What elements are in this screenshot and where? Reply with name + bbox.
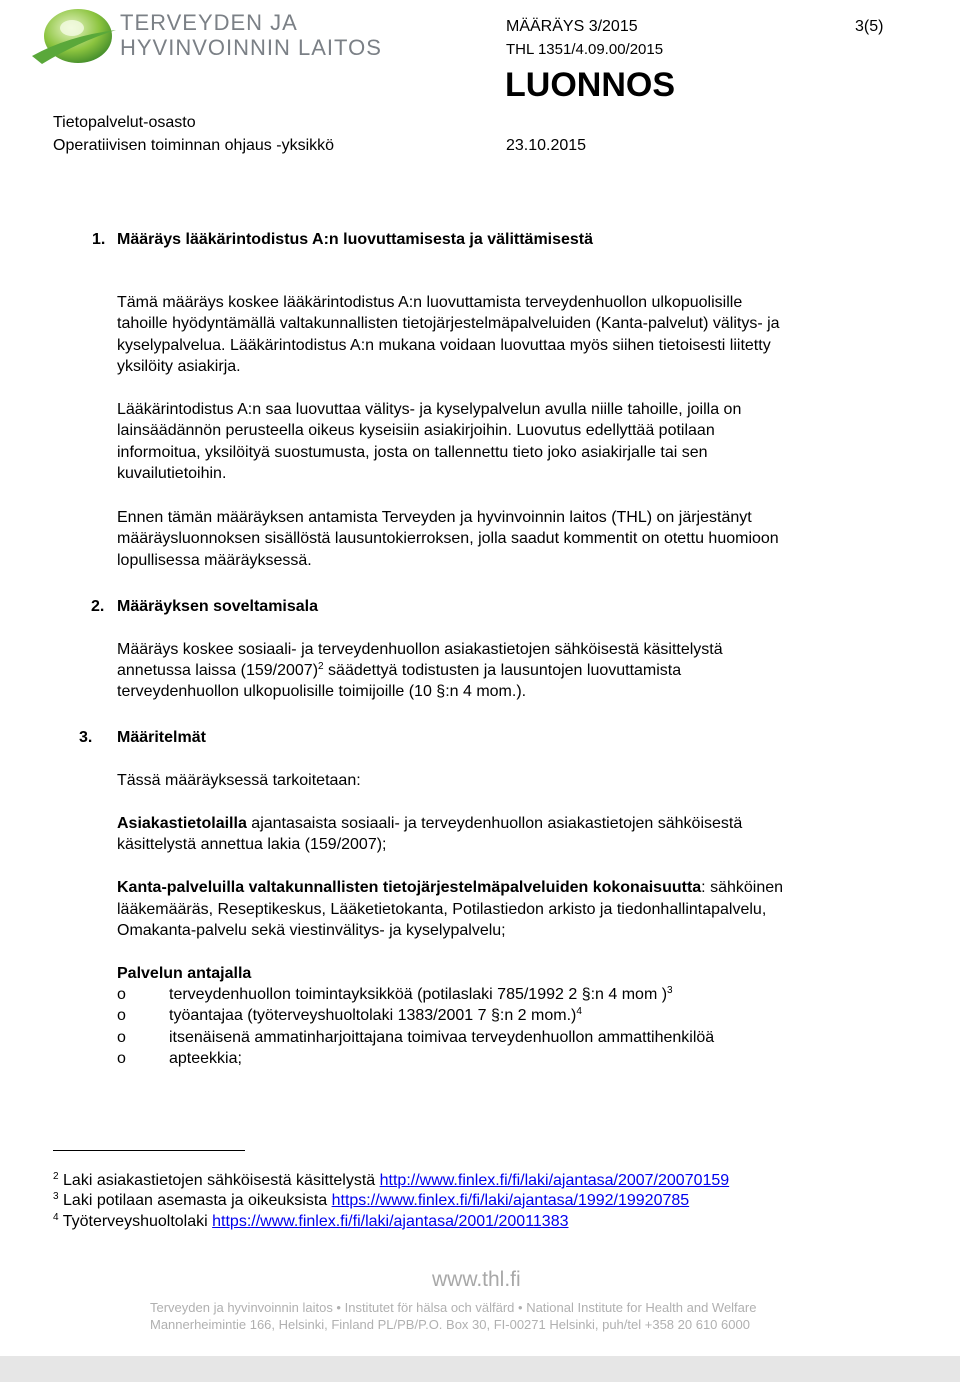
section-2-title: Määräyksen soveltamisala [117, 598, 319, 615]
footnote-link[interactable]: https://www.finlex.fi/fi/laki/ajantasa/2001/20011383 [212, 1213, 569, 1230]
paragraph-line: lainsäädännön perusteella oikeus kyseisiin asiakirjoihin. Luovutus edellyttää potilaan [117, 422, 715, 439]
section-1-title: Määräys lääkärintodistus A:n luovuttamisesta ja välittämisestä [117, 231, 594, 248]
section-3-title: Määritelmät [117, 729, 206, 746]
logo-line-2: HYVINVOINNIN LAITOS [120, 35, 382, 60]
paragraph-line: käsittelystä annettua lakia (159/2007); [117, 836, 387, 853]
paragraph-line: kuvailutietoihin. [117, 465, 227, 482]
paragraph-line: kyselypalvelua. Lääkärintodistus A:n mukana voidaan luovuttaa myös siihen tietoisesti liitetty [117, 337, 771, 354]
logo-line-1: TERVEYDEN JA [120, 10, 298, 35]
definitions-intro: Tässä määräyksessä tarkoitetaan: [117, 772, 361, 789]
footnote-link[interactable]: https://www.finlex.fi/fi/laki/ajantasa/1992/19920785 [331, 1192, 690, 1209]
definition-2: Kanta-palveluilla valtakunnallisten tietojärjestelmäpalveluiden kokonaisuutta: sähköinen [117, 879, 784, 896]
footnote: $^2$ Laki asiakastietojen sähköisestä käsittelystä http://www.finlex.fi/fi/laki/ajantasa/2007/20070159 [53, 1171, 730, 1189]
footer-band [0, 1356, 960, 1382]
definition-1: Asiakastietolailla ajantasaista sosiaali- ja terveydenhuollon asiakastietojen sähköisestä [117, 815, 743, 832]
footer-line-1: Terveyden ja hyvinvoinnin laitos • Institutet för hälsa och välfärd • National Institute for Health and Welfare [150, 1300, 757, 1315]
draft-label: LUONNOS [505, 66, 675, 104]
definition-3-term: Palvelun antajalla [117, 965, 252, 982]
paragraph-line: terveydenhuollon ulkopuolisille toimijoille (10 §:n 4 mom.). [117, 683, 527, 700]
page-number: 3(5) [855, 18, 884, 35]
footnote-ref: 2 [318, 661, 324, 672]
bullet: o [117, 1029, 126, 1046]
bullet: o [117, 1007, 126, 1024]
list-item: o itsenäisenä ammatinharjoittajana toimivaa terveydenhuollon ammattihenkilöä [117, 1029, 715, 1046]
paragraph-line: tahoille hyödyntämällä valtakunnallisten tietojärjestelmäpalveluiden (Kanta-palvelut) välitys- ja [117, 315, 780, 332]
reference-number: THL 1351/4.09.00/2015 [506, 41, 664, 58]
list-item: o terveydenhuollon toimintayksikköä (potilaslaki 785/1992 2 §:n 4 mom )$^3$ [117, 985, 673, 1003]
footnote-divider [53, 1150, 245, 1151]
paragraph-line: lopullisessa määräyksessä. [117, 552, 312, 569]
thl-logo-icon [28, 6, 120, 68]
footnote: $^3$ Laki potilaan asemasta ja oikeuksista https://www.finlex.fi/fi/laki/ajantasa/1992/19920785 [53, 1191, 690, 1209]
paragraph-line: Ennen tämän määräyksen antamista Terveyden ja hyvinvoinnin laitos (THL) on järjestänyt [117, 509, 752, 526]
paragraph-line: Määräys koskee sosiaali- ja terveydenhuollon asiakastietojen sähköisestä käsittelystä [117, 641, 723, 658]
list-item: o apteekkia; [117, 1050, 242, 1067]
bullet: o [117, 1050, 126, 1067]
paragraph-line: informoitua, yksilöityä suostumusta, josta on tallennettu tieto joko asiakirjalle tai sen [117, 444, 708, 461]
date: 23.10.2015 [506, 137, 587, 154]
paragraph-line: annetussa laissa $(159/2007)^2$ säädettyä todistusten ja lausuntojen luovuttamista [117, 661, 682, 679]
doc-id: MÄÄRÄYS 3/2015 [506, 18, 638, 35]
footnote-link[interactable]: http://www.finlex.fi/fi/laki/ajantasa/2007/20070159 [379, 1172, 730, 1189]
paragraph-line: yksilöity asiakirja. [117, 358, 241, 375]
paragraph-line: Omakanta-palvelu sekä viestinvälitys- ja kyselypalvelu; [117, 922, 506, 939]
bullet: o [117, 986, 126, 1003]
website-url: www.thl.fi [432, 1268, 521, 1291]
section-1-number: 1. [92, 231, 106, 248]
department: Tietopalvelut-osasto [53, 114, 196, 131]
paragraph-line: Lääkärintodistus A:n saa luovuttaa välitys- ja kyselypalvelun avulla niille tahoille, joilla on [117, 401, 742, 418]
unit: Operatiivisen toiminnan ohjaus -yksikkö [53, 137, 335, 154]
list-item: o työantajaa (työterveyshuoltolaki 1383/2001 7 §:n 2 mom.)$^4$ [117, 1006, 582, 1024]
footer-line-2: Mannerheimintie 166, Helsinki, Finland PL/PB/P.O. Box 30, FI-00271 Helsinki, puh/tel +358 20 610 6000 [150, 1317, 750, 1332]
section-2-number: 2. [91, 598, 105, 615]
footnote: $^4$ Työterveyshuoltolaki https://www.finlex.fi/fi/laki/ajantasa/2001/20011383 [53, 1212, 569, 1230]
paragraph-line: lääkemääräs, Reseptikeskus, Lääketietokanta, Potilastiedon arkisto ja tiedonhallintapalvelu, [117, 901, 767, 918]
paragraph-line: Tämä määräys koskee lääkärintodistus A:n luovuttamista terveydenhuollon ulkopuolisille [117, 294, 743, 311]
section-3-number: 3. [79, 729, 93, 746]
paragraph-line: määräysluonnoksen sisällöstä lausuntokierroksen, jolla saadut kommentit on otettu huomioon [117, 530, 779, 547]
